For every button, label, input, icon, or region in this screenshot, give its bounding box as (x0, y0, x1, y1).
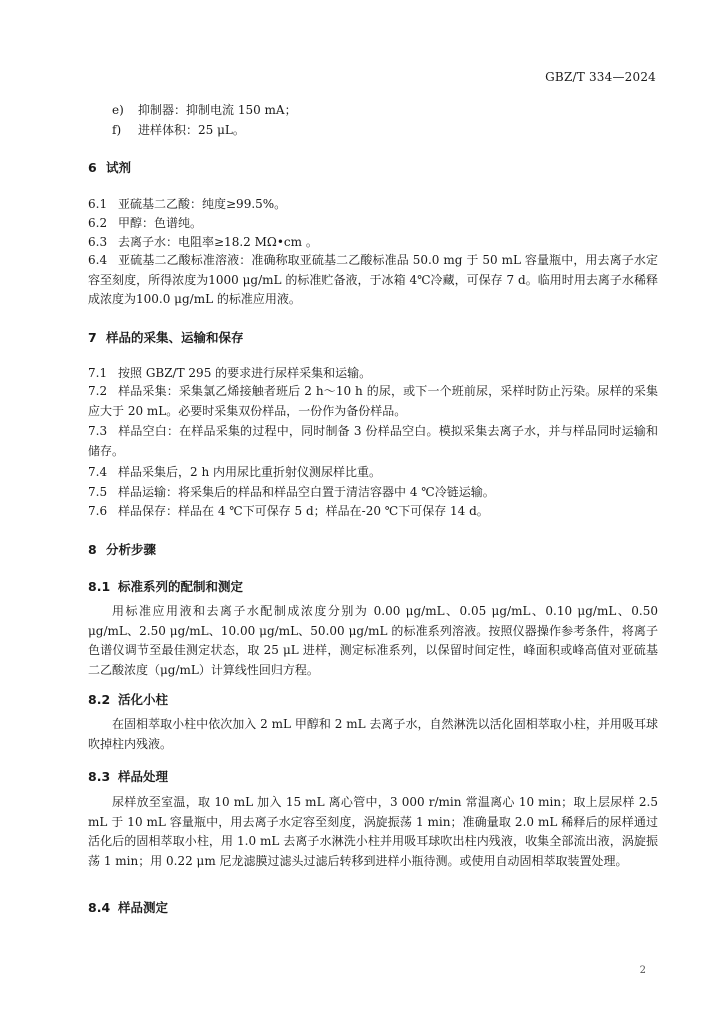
section-7-heading: 7 样品的采集、运输和保存 (88, 330, 244, 345)
list-label: e) (112, 103, 124, 117)
subsection-8-4-heading: 8.4 样品测定 (88, 900, 169, 915)
doc-code-header: GBZ/T 334—2024 (545, 70, 656, 84)
section-8-heading: 8 分析步骤 (88, 542, 157, 557)
clause-7-5: 7.5 样品运输：将采集后的样品和样品空白置于清洁容器中 4 ℃冷链运输。 (88, 485, 495, 499)
subsection-8-2-heading: 8.2 活化小柱 (88, 692, 169, 707)
subsection-8-1-text: 用标准应用液和去离子水配制成浓度分别为 0.00 μg/mL、0.05 μg/mL、0.10 μg/mL、0.50 μg/mL、2.50 μg/mL、10.00 μg/mL、50.00 μg/mL 的标准系列溶液。按照仪器操作参考条件，将离子色谱仪调节至最佳测定状态，取 25 μL 进样，测定标准系列，以保留时间定性，峰面积或峰高值对亚硫基二乙酸浓度（μg/mL）计算线性回归方程。 (88, 604, 658, 677)
subsection-8-1-heading: 8.1 标准系列的配制和测定 (88, 579, 244, 594)
clause-7-6: 7.6 样品保存：样品在 4 ℃下可保存 5 d；样品在-20 ℃下可保存 14 d。 (88, 504, 489, 518)
clause-6-1: 6.1 亚硫基二乙酸：纯度≥99.5%。 (88, 197, 287, 211)
clause-6-4: 6.4 亚硫基二乙酸标准溶液：准确称取亚硫基二乙酸标准品 50.0 mg 于 50 mL 容量瓶中，用去离子水定容至刻度，所得浓度为1000 μg/mL 的标准贮备液，于冰箱 4℃冷藏，可保存 7 d。临用时用去离子水稀释成浓度为100.0 μg/mL 的标准应用液。 (88, 253, 658, 306)
subsection-8-3-text: 尿样放至室温，取 10 mL 加入 15 mL 离心管中，3 000 r/min 常温离心 10 min；取上层尿样 2.5 mL 于 10 mL 容量瓶中，用去离子水定容至刻度，涡旋振荡 1 min；准确量取 2.0 mL 稀释后的尿样通过活化后的固相萃取小柱，用 1.0 mL 去离子水淋洗小柱并用吸耳球吹出柱内残液，收集全部流出液，涡旋振荡 1 min；用 0.22 μm 尼龙滤膜过滤头过滤后转移到进样小瓶待测。或使用自动固相萃取装置处理。 (88, 795, 658, 868)
page-number: 2 (639, 965, 646, 976)
list-label: f) (112, 123, 122, 137)
subsection-8-2-text: 在固相萃取小柱中依次加入 2 mL 甲醇和 2 mL 去离子水，自然淋洗以活化固相萃取小柱，并用吸耳球吹掉柱内残液。 (88, 717, 658, 751)
subsection-8-3-heading: 8.3 样品处理 (88, 769, 169, 784)
list-text: 抑制器：抑制电流 150 mA； (138, 103, 297, 117)
list-text: 进样体积：25 μL。 (138, 123, 245, 137)
clause-6-2: 6.2 甲醇：色谱纯。 (88, 216, 203, 230)
list-item-f (112, 122, 245, 138)
clause-7-1: 7.1 按照 GBZ/T 295 的要求进行尿样采集和运输。 (88, 366, 372, 380)
list-item-e (112, 102, 297, 118)
section-6-heading: 6 试剂 (88, 160, 132, 175)
clause-7-2: 7.2 样品采集：采集氯乙烯接触者班后 2 h～10 h 的尿，或下一个班前尿，采样时防止污染。尿样的采集应大于 20 mL。必要时采集双份样品，一份作为备份样品。 (88, 384, 658, 418)
clause-7-3: 7.3 样品空白：在样品采集的过程中，同时制备 3 份样品空白。模拟采集去离子水，并与样品同时运输和储存。 (88, 424, 658, 458)
clause-7-4: 7.4 样品采集后，2 h 内用尿比重折射仪测尿样比重。 (88, 465, 381, 479)
clause-6-3: 6.3 去离子水：电阻率≥18.2 MΩ•cm 。 (88, 235, 318, 249)
